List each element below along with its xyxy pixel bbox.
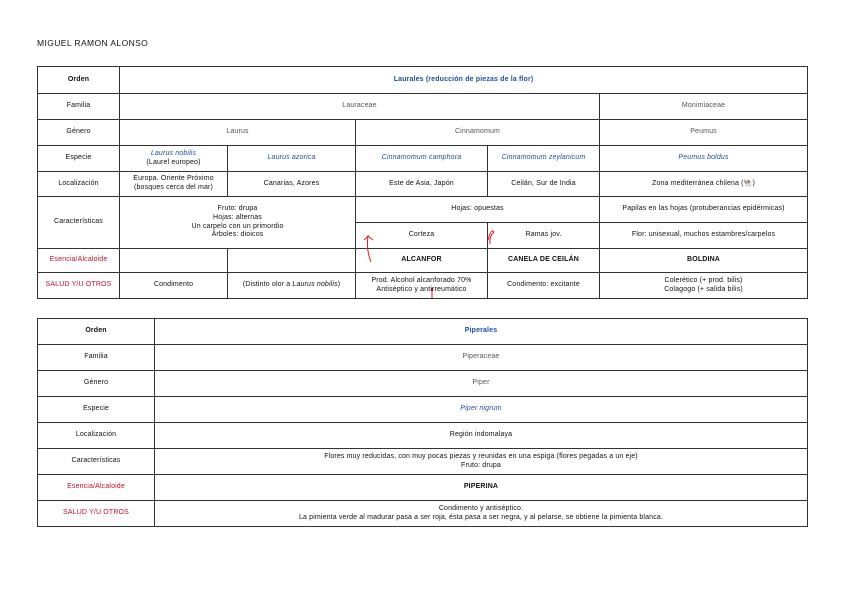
label-familia: Familia [38,94,120,120]
salud-azorica-post: ) [337,281,341,289]
caracteristicas2-line2: Fruto: drupa [461,461,501,469]
loc-peumus: Zona mediterránea chilena (🐏) [600,172,808,197]
especie-peumus-boldus: Peumus boldus [600,146,808,172]
row-genero [38,120,808,146]
carac-zeylanicum: Ramas jov. [488,223,600,249]
row2-orden [38,319,808,345]
row2-familia [38,345,808,371]
laurus-nobilis-common: (Laurel europeo) [146,158,201,166]
salud-azorica-italic: Laurus nobilis [292,281,338,289]
salud-laurus-azorica [228,273,356,299]
piperales-table [37,318,808,527]
especie-laurus-azorica: Laurus azorica [228,146,356,172]
loc-zeylanicum: Ceilán, Sur de India [488,172,600,197]
salud-peumus [600,273,808,299]
loc-laurus-nobilis-line2: (bosques cerca del mar) [134,184,213,191]
salud-camphora [356,273,488,299]
row-familia [38,94,808,120]
carac-laurus [120,197,356,249]
label-genero: Género [38,120,120,146]
label2-genero: Género [38,371,155,397]
orden2-value: Piperales [155,319,808,345]
label-especie: Especie [38,146,120,172]
row2-localizacion [38,423,808,449]
especie2-value: Piper nigrum [155,397,808,423]
row-esencia [38,249,808,273]
esencia-laurus-azorica [228,249,356,273]
esencia-zeylanicum: CANELA DE CEILÁN [488,249,600,273]
carac-cinnamomum-hojas: Hojas: opuestas [356,197,600,223]
carac-laurus-fruto: Fruto: drupa [217,205,258,212]
caracteristicas2-line1: Flores muy reducidas, con muy pocas piezas y reunidas en una espiga (flores pegadas a un eje) [324,452,638,460]
especie-laurus-nobilis [120,146,228,172]
carac-peumus-flor: Flor: unisexual, muchos estambres/carpelos [600,223,808,249]
label-salud: SALUD Y/U OTROS [38,273,120,299]
laurus-nobilis-name: Laurus nobilis [150,149,197,157]
caracteristicas2-value [155,449,808,475]
genero-cinnamomum: Cinnamomum [356,120,600,146]
esencia-laurus-nobilis [120,249,228,273]
esencia-peumus: BOLDINA [600,249,808,273]
carac-laurus-carpelo: Un carpelo con un primordio [191,222,284,230]
label2-localizacion: Localización [38,423,155,449]
familia-monimiaceae: Monimiaceae [600,94,808,120]
especie-cinnamomum-camphora: Cinnamomum camphora [356,146,488,172]
salud2-line1: Condimento y antiséptico. [438,504,524,512]
salud-laurus-nobilis: Condimento [120,273,228,299]
label2-orden: Orden [38,319,155,345]
row2-especie [38,397,808,423]
esencia2-value: PIPERINA [155,475,808,501]
salud-camphora-line1: Prod. Alcohol alcanforado 70% [371,276,472,284]
salud-peumus-line2: Colagogo (+ salida bilis) [664,285,743,293]
row2-genero [38,371,808,397]
familia-lauraceae: Lauraceae [120,94,600,120]
carac-peumus-papilas: Papilas en las hojas (protuberancias epidérmicas) [600,197,808,223]
carac-laurus-hojas: Hojas: alternas [213,213,262,221]
row-salud [38,273,808,299]
salud2-line2: La pimienta verde al madurar pasa a ser roja, ésta pasa a ser negra, y al pelarse, se obtiene la pimienta blanca. [298,513,664,521]
salud-zeylanicum: Condimento: excitante [488,273,600,299]
label2-caracteristicas: Características [38,449,155,475]
row2-caracteristicas [38,449,808,475]
label-orden: Orden [38,67,120,94]
salud2-value [155,501,808,527]
salud-peumus-line1: Colerético (+ prod. bilis) [664,276,743,284]
genero2-value: Piper [155,371,808,397]
label2-esencia: Esencia/Alcaloide [38,475,155,501]
row-localizacion [38,172,808,197]
loc-laurus-nobilis [120,172,228,197]
localizacion2-value: Región indomalaya [155,423,808,449]
label2-salud: SALUD Y/U OTROS [38,501,155,527]
especie-cinnamomum-zeylanicum: Cinnamomum zeylanicum [488,146,600,172]
loc-laurus-azorica: Canarias, Azores [228,172,356,197]
row2-salud [38,501,808,527]
label-localizacion: Localización [38,172,120,197]
row-orden [38,67,808,94]
esencia-camphora: ALCANFOR [356,249,488,273]
author-name: MIGUEL RAMON ALONSO [37,38,149,48]
carac-camphora: Corteza [356,223,488,249]
salud-azorica-pre: (Distinto olor a [242,281,293,289]
label2-especie: Especie [38,397,155,423]
carac-laurus-arboles: Árboles: dioicos [211,231,264,239]
row2-esencia [38,475,808,501]
row-caracteristicas-a [38,197,808,223]
label-caracteristicas: Características [38,197,120,249]
familia2-value: Piperaceae [155,345,808,371]
label2-familia: Familia [38,345,155,371]
orden-value: Laurales (reducción de piezas de la flor) [120,67,808,94]
genero-laurus: Laurus [120,120,356,146]
laurales-table [37,66,808,299]
loc-camphora: Este de Asia, Japón [356,172,488,197]
salud-camphora-line2: Antiséptico y antirreumático [376,285,467,293]
row-especie [38,146,808,172]
label-esencia: Esencia/Alcaloide [38,249,120,273]
loc-laurus-nobilis-line1: Europa. Oriente Próximo [133,175,214,183]
genero-peumus: Peumus [600,120,808,146]
